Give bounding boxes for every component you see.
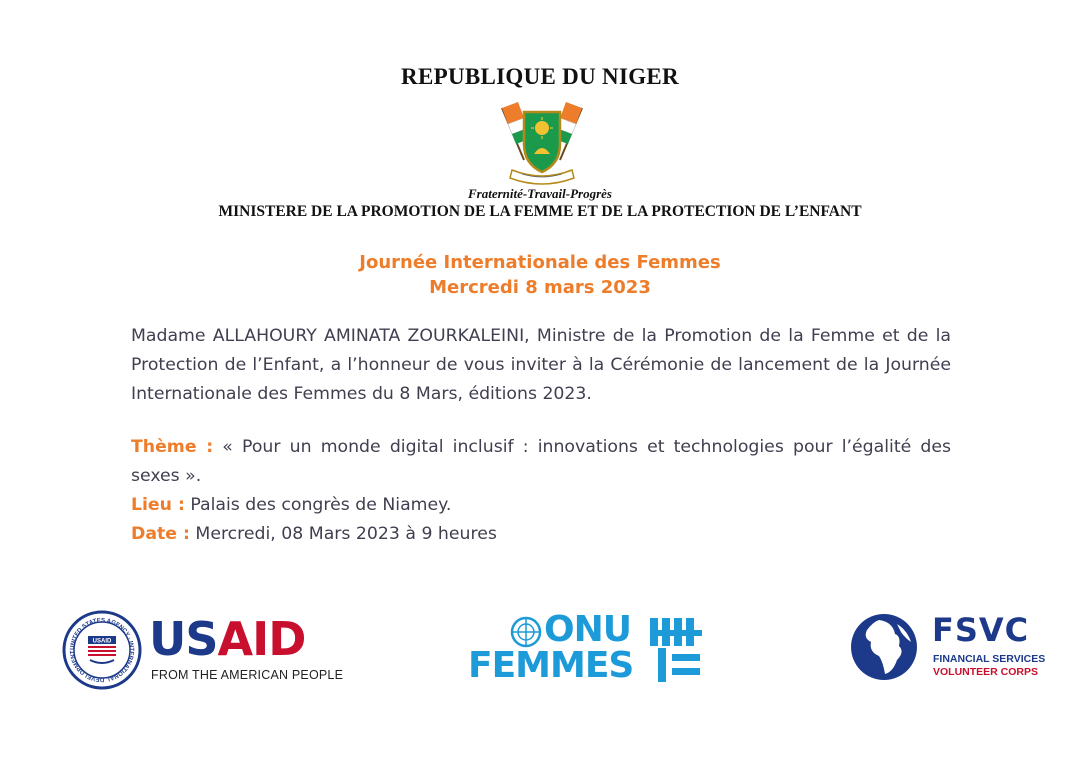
fsvc-wordmark: FSVC bbox=[932, 611, 1030, 649]
place-line bbox=[131, 491, 951, 520]
theme-label: Thème : bbox=[131, 437, 214, 457]
national-motto: Fraternité-Travail-Progrès bbox=[468, 186, 612, 201]
seal-ring-text: UNITED STATES AGENCY · INTERNATIONAL DEVELOPMENT bbox=[69, 617, 135, 683]
niger-coat-of-arms-icon bbox=[482, 98, 602, 188]
globe-icon bbox=[849, 612, 919, 682]
equality-symbol-icon bbox=[648, 616, 704, 684]
event-details bbox=[131, 433, 951, 549]
usaid-tagline: FROM THE AMERICAN PEOPLE bbox=[151, 668, 344, 682]
onu-femmes-logo bbox=[468, 609, 708, 686]
date-value: Mercredi, 08 Mars 2023 à 9 heures bbox=[189, 524, 497, 544]
onu-word: ONU bbox=[544, 609, 631, 650]
event-date: Mercredi 8 mars 2023 bbox=[429, 277, 651, 298]
ministry-title: MINISTERE DE LA PROMOTION DE LA FEMME ET DE LA PROTECTION DE L’ENFANT bbox=[218, 203, 862, 220]
theme-value: « Pour un monde digital inclusif : innovations et technologies pour l’égalité des sexes ». bbox=[131, 437, 951, 486]
theme-line bbox=[131, 433, 951, 491]
place-label: Lieu : bbox=[131, 495, 185, 515]
usaid-logo bbox=[62, 610, 344, 690]
invitation-paragraph: Madame ALLAHOURY AMINATA ZOURKALEINI, Ministre de la Promotion de la Femme et de la Protection de l’Enfant, a l’honneur de vous inviter à la Cérémonie de lancement de la Journée Internationale des Femmes du 8 Mars, éditions 2023. bbox=[131, 326, 951, 404]
place-value: Palais des congrès de Niamey. bbox=[184, 495, 452, 515]
event-heading bbox=[0, 250, 1080, 300]
femmes-word: FEMMES bbox=[468, 645, 634, 686]
country-title: REPUBLIQUE DU NIGER bbox=[401, 64, 679, 89]
fsvc-line2: VOLUNTEER CORPS bbox=[933, 666, 1039, 678]
event-title: Journée Internationale des Femmes bbox=[359, 252, 721, 273]
fsvc-logo bbox=[849, 612, 1049, 686]
un-globe-icon bbox=[510, 616, 542, 648]
seal-badge-text: USAID bbox=[92, 638, 112, 645]
fsvc-line1: FINANCIAL SERVICES bbox=[933, 653, 1046, 665]
usaid-seal-icon bbox=[62, 610, 142, 690]
date-line bbox=[131, 520, 951, 549]
usaid-us: US bbox=[149, 612, 218, 666]
date-label: Date : bbox=[131, 524, 190, 544]
usaid-aid: AID bbox=[217, 612, 306, 666]
usaid-wordmark bbox=[149, 614, 305, 664]
